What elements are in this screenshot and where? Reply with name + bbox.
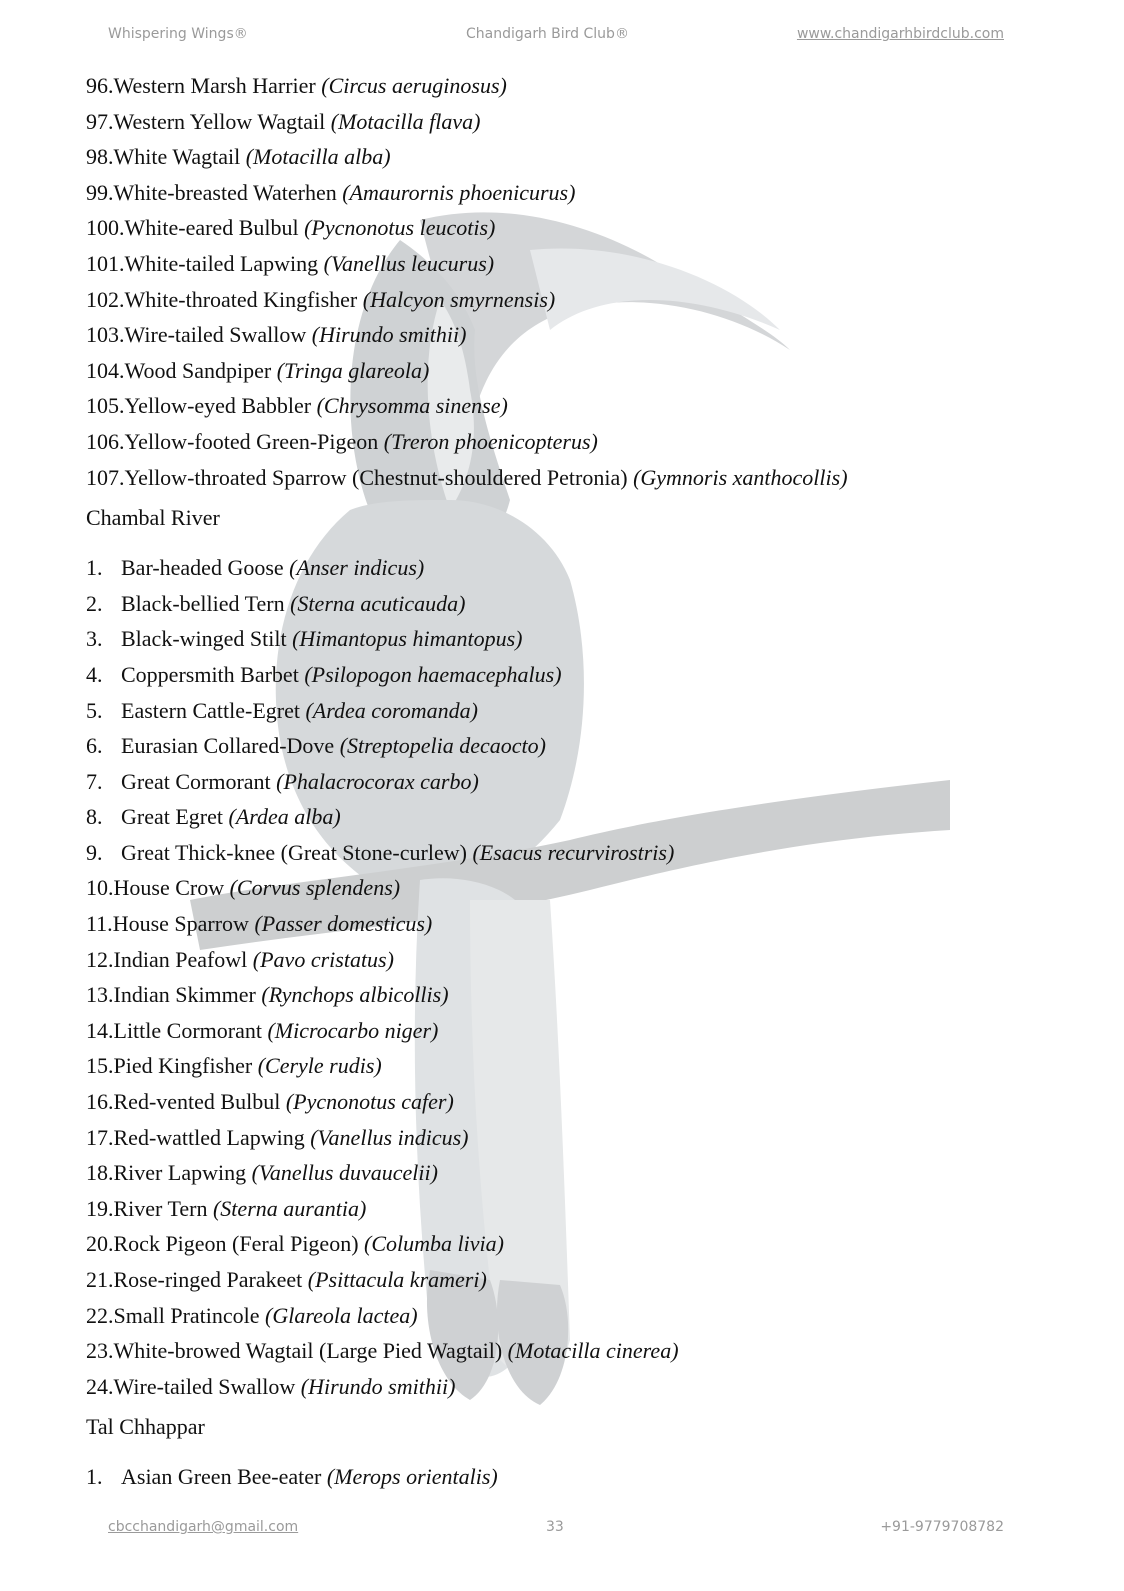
species-list-continued bbox=[86, 70, 1046, 497]
list-item bbox=[86, 1193, 1046, 1229]
list-item bbox=[86, 1300, 1046, 1336]
item-number: 11. bbox=[86, 911, 113, 937]
common-name: White-browed Wagtail (Large Pied Wagtail) bbox=[113, 1338, 503, 1364]
item-number: 22. bbox=[86, 1302, 114, 1328]
item-number: 20. bbox=[86, 1231, 114, 1257]
footer-phone: +91-9779708782 bbox=[880, 1519, 1004, 1535]
section-spacer bbox=[86, 1443, 1046, 1461]
scientific-name: (Hirundo smithii) bbox=[300, 1373, 456, 1399]
item-number: 98. bbox=[86, 144, 114, 170]
list-item bbox=[86, 462, 1046, 498]
scientific-name: (Vanellus duvaucelii) bbox=[251, 1160, 438, 1186]
item-number: 17. bbox=[86, 1124, 114, 1150]
header-publication-title: Whispering Wings® bbox=[108, 26, 248, 42]
scientific-name: (Vanellus indicus) bbox=[310, 1124, 469, 1150]
item-number: 7. bbox=[86, 768, 103, 794]
item-number: 12. bbox=[86, 946, 114, 972]
common-name: Yellow-footed Green-Pigeon bbox=[124, 428, 379, 454]
scientific-name: (Chrysomma sinense) bbox=[316, 393, 508, 419]
page-header bbox=[108, 26, 1004, 50]
scientific-name: (Halcyon smyrnensis) bbox=[362, 286, 556, 312]
list-item bbox=[86, 1086, 1046, 1122]
list-item bbox=[86, 766, 1046, 802]
scientific-name: (Streptopelia decaocto) bbox=[339, 733, 546, 759]
scientific-name: (Sterna aurantia) bbox=[212, 1195, 367, 1221]
list-item bbox=[86, 1228, 1046, 1264]
list-item bbox=[86, 659, 1046, 695]
scientific-name: (Corvus splendens) bbox=[229, 875, 401, 901]
item-number: 14. bbox=[86, 1017, 114, 1043]
scientific-name: (Himantopus himantopus) bbox=[292, 626, 523, 652]
common-name: Indian Skimmer bbox=[113, 982, 256, 1008]
item-number: 6. bbox=[86, 733, 103, 759]
item-number: 18. bbox=[86, 1160, 114, 1186]
page-number: 33 bbox=[546, 1519, 564, 1535]
common-name: River Tern bbox=[113, 1195, 208, 1221]
list-item bbox=[86, 212, 1046, 248]
list-item bbox=[86, 70, 1046, 106]
scientific-name: (Passer domesticus) bbox=[254, 911, 433, 937]
common-name: Black-bellied Tern bbox=[121, 590, 285, 616]
scientific-name: (Phalacrocorax carbo) bbox=[276, 768, 479, 794]
common-name: Bar-headed Goose bbox=[121, 555, 284, 581]
species-list bbox=[86, 552, 1046, 1406]
common-name: Great Egret bbox=[121, 804, 223, 830]
common-name: House Sparrow bbox=[112, 911, 249, 937]
common-name: Western Marsh Harrier bbox=[113, 73, 316, 98]
scientific-name: (Psittacula krameri) bbox=[307, 1267, 487, 1292]
common-name: Indian Peafowl bbox=[113, 946, 248, 972]
list-item bbox=[86, 355, 1046, 391]
species-list bbox=[86, 1461, 1046, 1497]
scientific-name: (Motacilla flava) bbox=[330, 108, 481, 134]
item-number: 21. bbox=[86, 1267, 114, 1292]
scientific-name: (Anser indicus) bbox=[289, 555, 425, 581]
common-name: Western Yellow Wagtail bbox=[113, 108, 326, 134]
scientific-name: (Motacilla cinerea) bbox=[507, 1338, 679, 1364]
section-spacer bbox=[86, 534, 1046, 552]
item-number: 15. bbox=[86, 1053, 114, 1079]
list-item bbox=[86, 319, 1046, 355]
common-name: White-breasted Waterhen bbox=[113, 179, 337, 205]
scientific-name: (Ceryle rudis) bbox=[257, 1053, 382, 1079]
item-number: 107. bbox=[86, 464, 125, 490]
item-number: 100. bbox=[86, 215, 125, 241]
list-item bbox=[86, 588, 1046, 624]
list-item bbox=[86, 801, 1046, 837]
common-name: White Wagtail bbox=[113, 144, 241, 170]
scientific-name: (Gymnoris xanthocollis) bbox=[633, 464, 848, 490]
common-name: Yellow-eyed Babbler bbox=[124, 393, 312, 419]
scientific-name: (Sterna acuticauda) bbox=[290, 590, 466, 616]
list-item bbox=[86, 1050, 1046, 1086]
list-item bbox=[86, 623, 1046, 659]
list-item bbox=[86, 1461, 1046, 1497]
item-number: 99. bbox=[86, 179, 114, 205]
page-footer bbox=[108, 1519, 1004, 1543]
list-item bbox=[86, 944, 1046, 980]
list-item bbox=[86, 730, 1046, 766]
item-number: 23. bbox=[86, 1338, 114, 1364]
scientific-name: (Pavo cristatus) bbox=[252, 946, 394, 972]
common-name: Wire-tailed Swallow bbox=[113, 1373, 296, 1399]
scientific-name: (Treron phoenicopterus) bbox=[383, 428, 598, 454]
common-name: Eurasian Collared-Dove bbox=[121, 733, 335, 759]
scientific-name: (Rynchops albicollis) bbox=[261, 982, 449, 1008]
item-number: 16. bbox=[86, 1089, 114, 1115]
item-number: 10. bbox=[86, 875, 114, 901]
item-number: 5. bbox=[86, 697, 103, 723]
scientific-name: (Columba livia) bbox=[364, 1231, 504, 1257]
item-number: 2. bbox=[86, 590, 103, 616]
scientific-name: (Circus aeruginosus) bbox=[321, 73, 507, 98]
common-name: White-tailed Lapwing bbox=[124, 250, 319, 276]
item-number: 1. bbox=[86, 555, 103, 581]
item-number: 9. bbox=[86, 839, 103, 865]
scientific-name: (Amaurornis phoenicurus) bbox=[342, 179, 576, 205]
list-item bbox=[86, 248, 1046, 284]
list-item bbox=[86, 1015, 1046, 1051]
item-number: 8. bbox=[86, 804, 103, 830]
scientific-name: (Motacilla alba) bbox=[245, 144, 391, 170]
item-number: 96. bbox=[86, 73, 114, 98]
scientific-name: (Psilopogon haemacephalus) bbox=[304, 661, 562, 687]
common-name: Wire-tailed Swallow bbox=[124, 322, 307, 348]
common-name: Rock Pigeon (Feral Pigeon) bbox=[113, 1231, 359, 1257]
list-item bbox=[86, 141, 1046, 177]
scientific-name: (Vanellus leucurus) bbox=[323, 250, 495, 276]
item-number: 101. bbox=[86, 250, 125, 276]
common-name: Coppersmith Barbet bbox=[121, 661, 299, 687]
common-name: River Lapwing bbox=[113, 1160, 247, 1186]
item-number: 103. bbox=[86, 322, 125, 348]
scientific-name: (Glareola lactea) bbox=[265, 1302, 418, 1328]
item-number: 1. bbox=[86, 1464, 103, 1490]
list-item bbox=[86, 106, 1046, 142]
header-club-name: Chandigarh Bird Club® bbox=[466, 26, 629, 42]
common-name: Eastern Cattle-Egret bbox=[121, 697, 300, 723]
item-number: 105. bbox=[86, 393, 125, 419]
common-name: Pied Kingfisher bbox=[113, 1053, 253, 1079]
common-name: Asian Green Bee-eater bbox=[121, 1464, 322, 1490]
common-name: Small Pratincole bbox=[113, 1302, 260, 1328]
list-item bbox=[86, 872, 1046, 908]
scientific-name: (Tringa glareola) bbox=[276, 357, 430, 383]
common-name: White-throated Kingfisher bbox=[124, 286, 358, 312]
list-item bbox=[86, 837, 1046, 873]
item-number: 97. bbox=[86, 108, 114, 134]
scientific-name: (Merops orientalis) bbox=[326, 1464, 498, 1490]
list-item bbox=[86, 1157, 1046, 1193]
item-number: 3. bbox=[86, 626, 103, 652]
scientific-name: (Esacus recurvirostris) bbox=[472, 839, 675, 865]
list-item bbox=[86, 390, 1046, 426]
list-item bbox=[86, 979, 1046, 1015]
list-item bbox=[86, 426, 1046, 462]
common-name: Black-winged Stilt bbox=[121, 626, 287, 652]
list-item bbox=[86, 552, 1046, 588]
list-item bbox=[86, 284, 1046, 320]
common-name: Little Cormorant bbox=[113, 1017, 262, 1043]
common-name: Wood Sandpiper bbox=[124, 357, 272, 383]
list-item bbox=[86, 1371, 1046, 1407]
footer-email-link[interactable]: cbcchandigarh@gmail.com bbox=[108, 1519, 299, 1535]
common-name: Rose-ringed Parakeet bbox=[113, 1267, 303, 1292]
common-name: White-eared Bulbul bbox=[124, 215, 299, 241]
item-number: 19. bbox=[86, 1195, 114, 1221]
scientific-name: (Hirundo smithii) bbox=[311, 322, 467, 348]
section-heading: Tal Chhappar bbox=[86, 1414, 205, 1440]
scientific-name: (Ardea alba) bbox=[228, 804, 341, 830]
species-list-content bbox=[86, 70, 1046, 1497]
list-item bbox=[86, 695, 1046, 731]
scientific-name: (Ardea coromanda) bbox=[305, 697, 478, 723]
common-name: Great Thick-knee (Great Stone-curlew) bbox=[121, 839, 467, 865]
common-name: Great Cormorant bbox=[121, 768, 271, 794]
common-name: House Crow bbox=[113, 875, 225, 901]
item-number: 24. bbox=[86, 1373, 114, 1399]
scientific-name: (Pycnonotus cafer) bbox=[285, 1089, 454, 1115]
common-name: Red-vented Bulbul bbox=[113, 1089, 281, 1115]
list-item bbox=[86, 177, 1046, 213]
item-number: 102. bbox=[86, 286, 125, 312]
list-item bbox=[86, 1122, 1046, 1158]
section-heading: Chambal River bbox=[86, 505, 220, 531]
header-website-link[interactable]: www.chandigarhbirdclub.com bbox=[796, 26, 1004, 42]
item-number: 13. bbox=[86, 982, 114, 1008]
item-number: 106. bbox=[86, 428, 125, 454]
list-item bbox=[86, 1335, 1046, 1371]
item-number: 4. bbox=[86, 661, 103, 687]
scientific-name: (Pycnonotus leucotis) bbox=[304, 215, 496, 241]
list-item bbox=[86, 908, 1046, 944]
common-name: Yellow-throated Sparrow (Chestnut-shouldered Petronia) bbox=[124, 464, 628, 490]
common-name: Red-wattled Lapwing bbox=[113, 1124, 305, 1150]
item-number: 104. bbox=[86, 357, 125, 383]
list-item bbox=[86, 1264, 1046, 1300]
scientific-name: (Microcarbo niger) bbox=[267, 1017, 439, 1043]
